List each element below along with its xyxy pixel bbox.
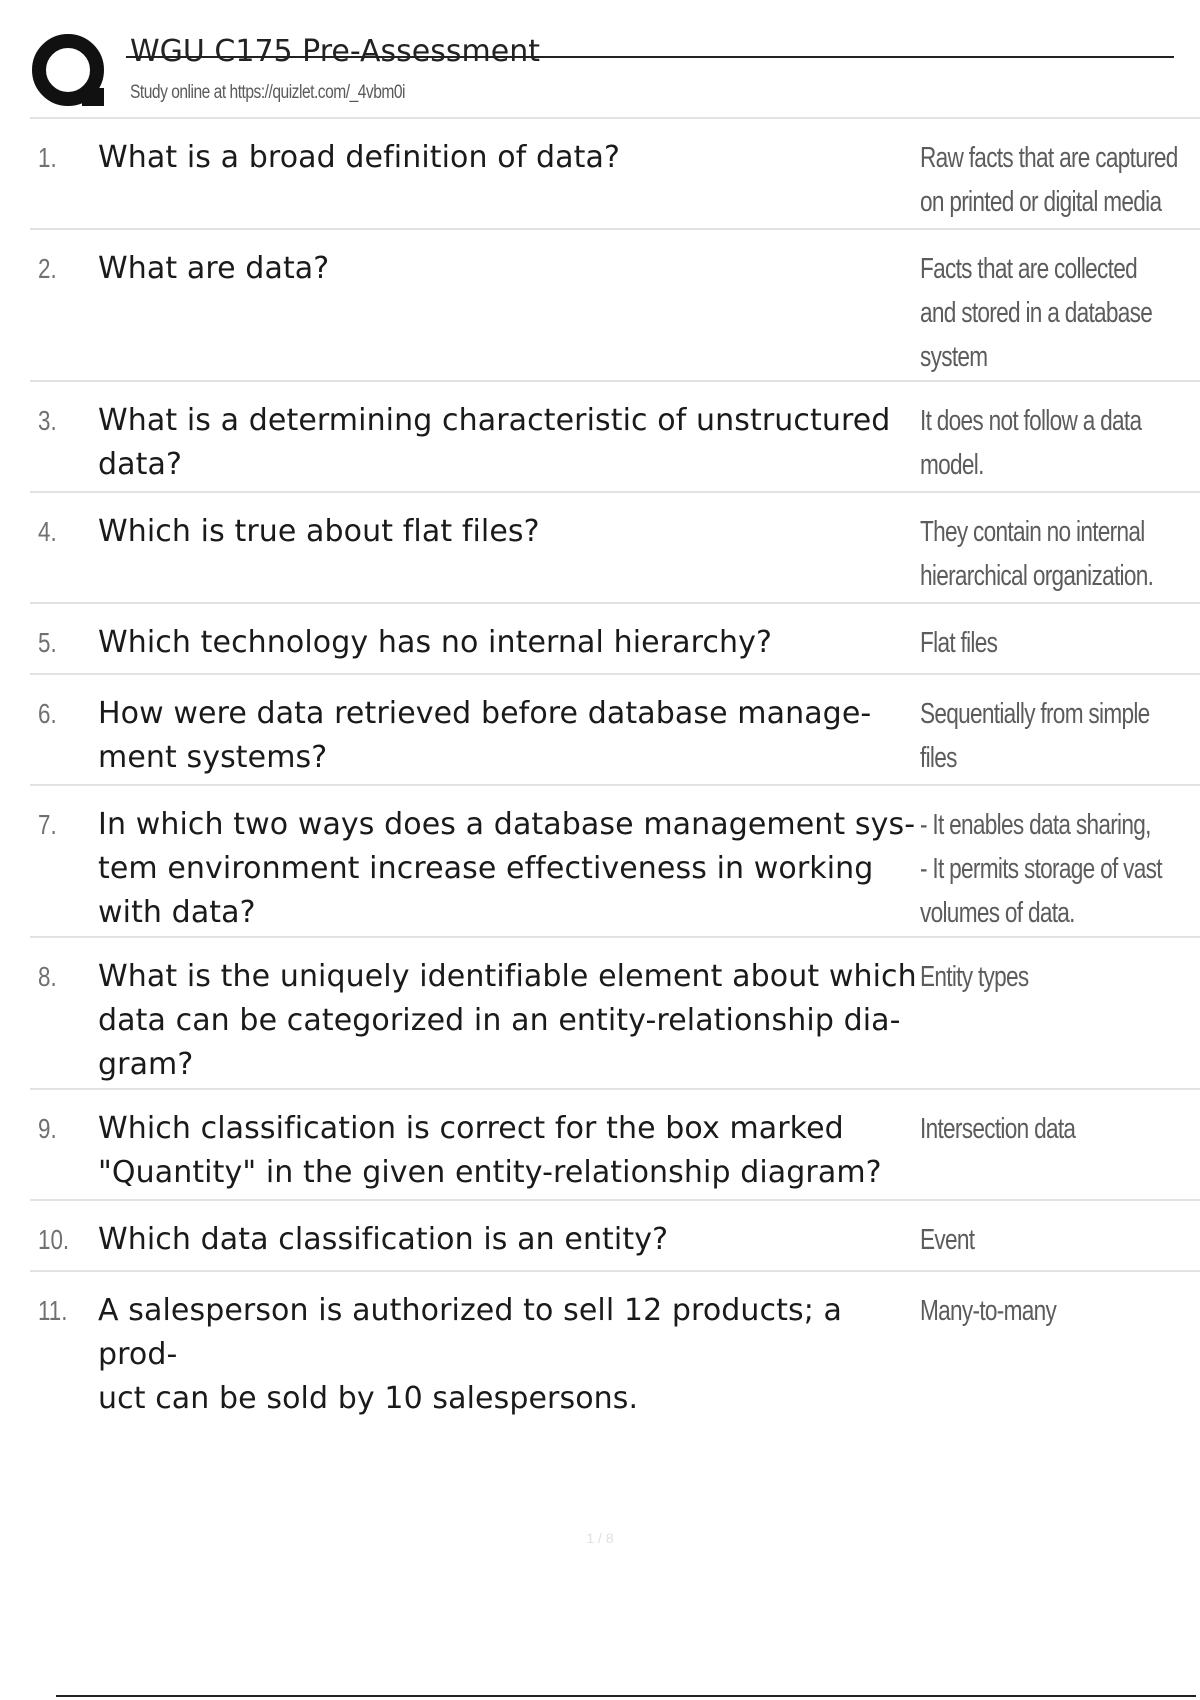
card-number: 1. [38, 142, 57, 173]
flashcard-row [30, 228, 1200, 380]
card-number: 11. [38, 1295, 68, 1326]
card-answer: - It enables data sharing, - It permits storage of vast volumes of data. [920, 809, 1162, 929]
document-title: WGU C175 Pre-Assessment [130, 34, 540, 69]
card-number: 8. [38, 961, 57, 992]
card-answer: Intersection data [920, 1113, 1076, 1145]
card-answer: Entity types [920, 961, 1029, 993]
flashcard-row [30, 602, 1200, 673]
card-question: What is a determining characteristic of unstructured data? [98, 403, 891, 482]
card-number: 2. [38, 253, 57, 284]
card-question: A salesperson is authorized to sell 12 products; a prod- uct can be sold by 10 salespersons. [98, 1293, 843, 1416]
card-answer: Event [920, 1224, 975, 1256]
card-answer: Sequentially from simple files [920, 698, 1150, 774]
card-question: What are data? [98, 251, 330, 286]
card-question: Which is true about flat files? [98, 514, 540, 549]
flashcard-list [30, 117, 1200, 1416]
card-answer: They contain no internal hierarchical organization. [920, 516, 1154, 592]
bottom-divider [56, 1695, 1196, 1697]
card-number: 9. [38, 1113, 57, 1144]
card-answer: Facts that are collected and stored in a database system [920, 253, 1153, 373]
page-number: 1 / 8 [586, 1530, 614, 1546]
card-answer: Raw facts that are captured on printed or digital media [920, 142, 1178, 218]
flashcard-row [30, 673, 1200, 784]
card-question: In which two ways does a database management sys- tem environment increase effectiveness in working with data? [98, 807, 916, 930]
card-number: 3. [38, 405, 57, 436]
quizlet-logo-icon [30, 32, 112, 114]
flashcard-row [30, 117, 1200, 228]
title-strike-line [126, 56, 1174, 58]
card-question: What is the uniquely identifiable element about which data can be categorized in an entity-relationship dia- gram? [98, 959, 917, 1082]
flashcard-row [30, 784, 1200, 936]
card-number: 5. [38, 627, 57, 658]
flashcard-row [30, 936, 1200, 1088]
flashcard-row [30, 1088, 1200, 1199]
flashcard-row [30, 491, 1200, 602]
card-answer: Flat files [920, 627, 998, 659]
flashcard-row [30, 380, 1200, 491]
document-header [30, 30, 1140, 114]
card-question: Which technology has no internal hierarchy? [98, 625, 772, 660]
flashcard-row [30, 1270, 1200, 1416]
card-question: What is a broad definition of data? [98, 140, 621, 175]
card-number: 6. [38, 698, 57, 729]
card-number: 10. [38, 1224, 70, 1255]
card-question: Which classification is correct for the box marked "Quantity" in the given entity-relationship diagram? [98, 1111, 882, 1190]
card-question: How were data retrieved before database manage- ment systems? [98, 696, 872, 775]
card-number: 4. [38, 516, 57, 547]
card-question: Which data classification is an entity? [98, 1222, 669, 1257]
card-answer: It does not follow a data model. [920, 405, 1142, 481]
card-answer: Many-to-many [920, 1295, 1057, 1327]
flashcard-row [30, 1199, 1200, 1270]
card-number: 7. [38, 809, 57, 840]
study-online-link[interactable]: Study online at https://quizlet.com/_4vbm0i [130, 82, 406, 103]
